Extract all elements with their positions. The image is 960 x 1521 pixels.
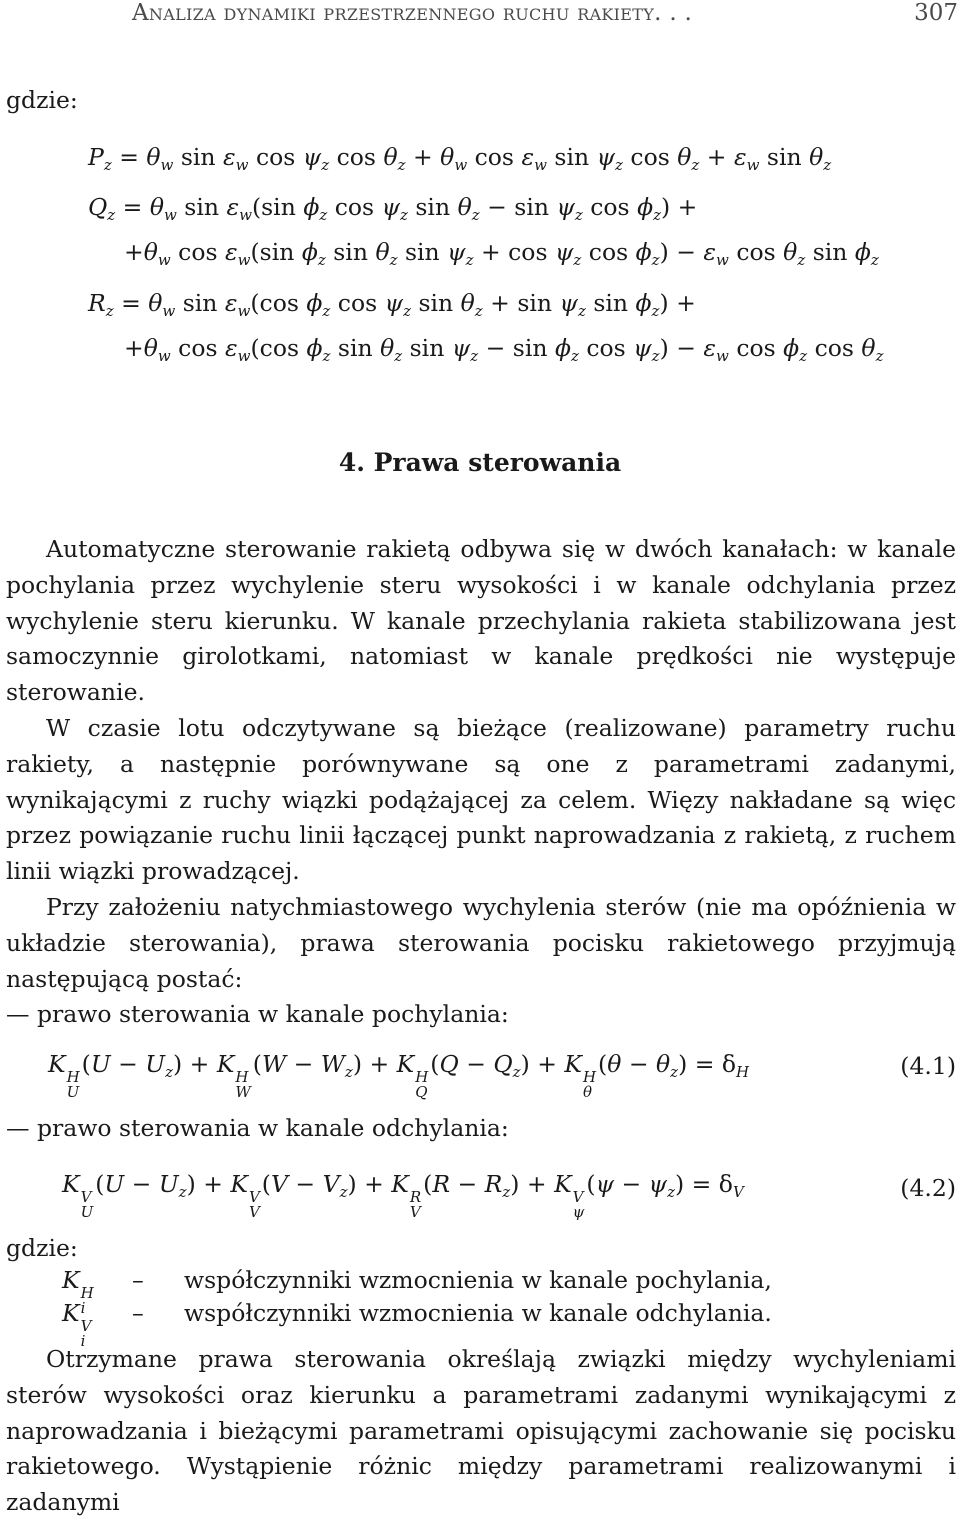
symbol-k-i-h: K H i [62, 1266, 94, 1317]
equation-rz-line1: $R_z = \theta_w$ $\sin \varepsilon_w(\cos$ $\phi_z$ $\cos \psi_z$ $\sin \theta_z + \sin \psi_z$ $\sin \phi_z$) + [88, 289, 696, 320]
definition-text: współczynniki wzmocnienia w kanale odchylania. [184, 1299, 772, 1327]
paragraph-automatic-control: Automatyczne sterowanie rakietą odbywa się w dwóch kanałach: w kanale pochylania przez wychylenie steru wysokości i w kanale odchylania przez wychylenie steru kierunku. W kanale przechylania rakieta stabilizowana jest samoczynnie girolotkami, natomiast w kanale prędkości nie występuje sterowanie. [6, 535, 956, 707]
equation-pitch-law: K H U $(U - U_z) + K$ H W $(W - W_z) + K$ H Q $(Q - Q_z) + K$ H θ $(\theta - \theta_z) = \delta_H$ [48, 1050, 750, 1101]
running-header [0, 0, 960, 30]
pitch-law-label: — prawo sterowania w kanale pochylania: [6, 1000, 509, 1029]
running-title: Analiza dynamiki przestrzennego ruchu rakiety. . . [132, 0, 693, 26]
equation-number-4-1: (4.1) [900, 1052, 956, 1080]
where-label-2: gdzie: [6, 1234, 78, 1262]
equation-number-4-2: (4.2) [900, 1174, 956, 1202]
equation-rz-line2: $+\theta_w$ $\cos \varepsilon_w(\cos$ $\phi_z$ $\sin \theta_z$ $\sin \psi_z - \sin \phi_z$ $\cos \psi_z) - \varepsilon_w$ $\cos \phi_z$ $\cos \theta_z$ [124, 334, 884, 365]
paragraph-flight-parameters: W czasie lotu odczytywane są bieżące (realizowane) parametry ruchu rakiety, a następnie porównywane są one z parametrami zadanymi, wynikającymi z ruchy wiązki podążającej za celem. Więzy nakładane są więc przez powiązanie ruchu linii łączącej punkt naprowadzania z rakietą, z ruchem linii wiązki prowadzącej. [6, 713, 956, 886]
paragraph-control-laws: Przy założeniu natychmiastowego wychylenia sterów (nie ma opóźnienia w układzie sterowania), prawa sterowania pocisku rakietowego przyjmują następującą postać: [6, 892, 956, 993]
yaw-law-label: — prawo sterowania w kanale odchylania: [6, 1114, 509, 1142]
paragraph-conclusion: Otrzymane prawa sterowania określają związki między wychyleniami sterów wysokości oraz kierunku a parametrami zadanymi wynikającymi z naprowadzania i bieżącymi parametrami opisującymi zachowanie się pocisku rakietowego. Wystąpienie różnic między parametrami realizowanymi i zadanymi [6, 1345, 956, 1517]
definition-dash: – [132, 1266, 144, 1294]
symbol-k-i-v: K V i [62, 1299, 92, 1350]
where-label: gdzie: [6, 86, 78, 114]
body-text-block-2 [6, 1342, 956, 1521]
equation-qz-line2: $+\theta_w$ $\cos \varepsilon_w(\sin$ $\phi_z$ $\sin \theta_z$ $\sin \psi_z + \cos \psi_z$ $\cos \phi_z) - \varepsilon_w$ $\cos \theta_z$ $\sin \phi_z$ [124, 238, 879, 269]
definition-text: współczynniki wzmocnienia w kanale pochylania, [184, 1266, 772, 1294]
equation-pz: $P_z = \theta_w$ $\sin \varepsilon_w$ $\cos \psi_z$ $\cos \theta_z + \theta_w$ $\cos \varepsilon_w$ $\sin \psi_z$ $\cos \theta_z + \varepsilon_w$ $\sin \theta_z$ [88, 143, 832, 174]
definition-dash: – [132, 1299, 144, 1327]
page-number: 307 [914, 0, 958, 26]
section-heading: 4. Prawa sterowania [338, 448, 622, 477]
equation-yaw-law: K V U $(U - U_z) + K$ V V $(V - V_z) + K$ R V $(R - R_z) + K$ V ψ $(\psi - \psi_z) = \delta_V$ [62, 1170, 744, 1221]
body-text-block-1 [6, 532, 956, 1033]
equation-qz-line1: $Q_z = \theta_w$ $\sin \varepsilon_w(\sin$ $\phi_z$ $\cos \psi_z$ $\sin \theta_z - \sin \psi_z$ $\cos \phi_z$) + [88, 193, 698, 224]
